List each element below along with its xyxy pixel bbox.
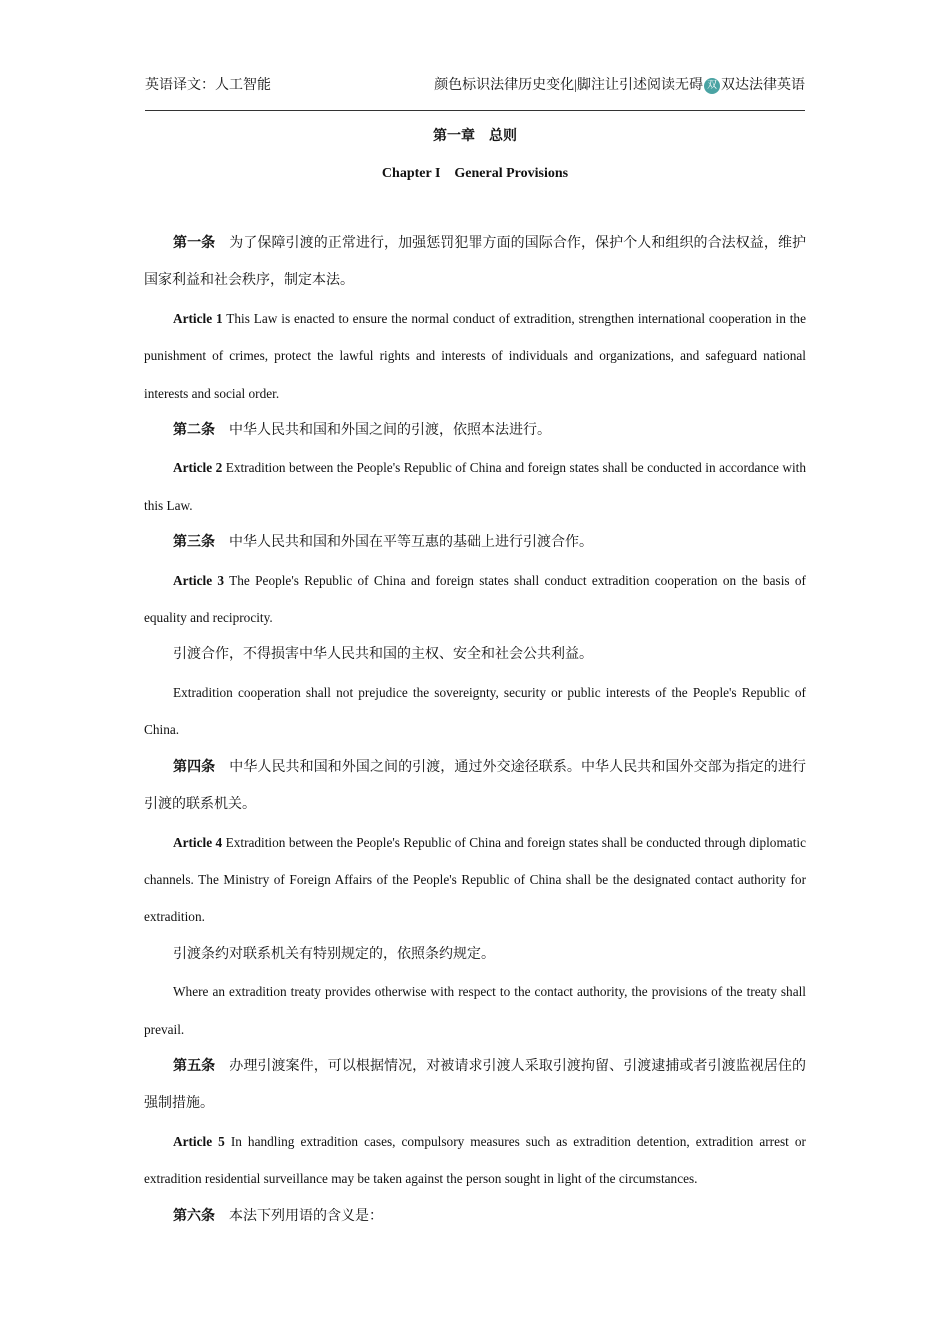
- article-1-en: Article 1 This Law is enacted to ensure the normal conduct of extradition, strengthen international cooperation in the punishment of crimes, protect the lawful rights and interests of individuals and organizations, and safeguard national interests and social order.: [144, 310, 806, 401]
- chapter-title-en: Chapter I General Provisions: [381, 166, 569, 181]
- header-brand: 双达法律英语: [721, 78, 805, 93]
- article-3-para2-en: Extradition cooperation shall not prejudice the sovereignty, security or public interests of the People's Republic of China.: [144, 684, 806, 738]
- article-4-en: Article 4 Extradition between the People's Republic of China and foreign states shall be conducted through diplomatic channels. The Ministry of Foreign Affairs of the People's Republic of China shall be the designated contact authority for extradition.: [144, 834, 806, 925]
- logo-icon: 双: [704, 78, 720, 94]
- article-5-en: Article 5 In handling extradition cases, compulsory measures such as extradition detention, extradition arrest or extradition residential surveillance may be taken against the person sought in light of the circumstances.: [144, 1133, 806, 1187]
- header-tagline: 颜色标识法律历史变化|脚注让引述阅读无碍: [434, 78, 703, 93]
- header-left-text: 英语译文：人工智能: [145, 78, 271, 93]
- document-body: [144, 225, 806, 1235]
- article-3-para2-cn: 引渡合作，不得损害中华人民共和国的主权、安全和社会公共利益。: [173, 647, 593, 663]
- article-3-en: Article 3 The People's Republic of China and foreign states shall conduct extradition cooperation on the basis of equality and reciprocity.: [144, 572, 806, 626]
- chapter-title-cn: 第一章 总则: [433, 129, 517, 144]
- article-4-cn: 第四条 中华人民共和国和外国之间的引渡，通过外交途径联系。中华人民共和国外交部为指定的进行引渡的联系机关。: [144, 759, 807, 813]
- article-4-para2-cn: 引渡条约对联系机关有特别规定的，依照条约规定。: [173, 946, 495, 962]
- page-header: [145, 70, 805, 111]
- article-6-cn: 第六条 本法下列用语的含义是：: [173, 1208, 383, 1224]
- article-3-cn: 第三条 中华人民共和国和外国在平等互惠的基础上进行引渡合作。: [173, 535, 593, 551]
- article-2-en: Article 2 Extradition between the People's Republic of China and foreign states shall be conducted in accordance with this Law.: [144, 460, 806, 513]
- article-4-para2-en: Where an extradition treaty provides otherwise with respect to the contact authority, the provisions of the treaty shall prevail.: [144, 984, 806, 1037]
- article-2-cn: 第二条 中华人民共和国和外国之间的引渡，依照本法进行。: [173, 423, 551, 439]
- article-5-cn: 第五条 办理引渡案件，可以根据情况，对被请求引渡人采取引渡拘留、引渡逮捕或者引渡监视居住的强制措施。: [144, 1058, 807, 1112]
- article-1-cn: 第一条 为了保障引渡的正常进行，加强惩罚犯罪方面的国际合作，保护个人和组织的合法权益，维护国家利益和社会秩序，制定本法。: [144, 236, 807, 289]
- header-right-text: [434, 74, 805, 94]
